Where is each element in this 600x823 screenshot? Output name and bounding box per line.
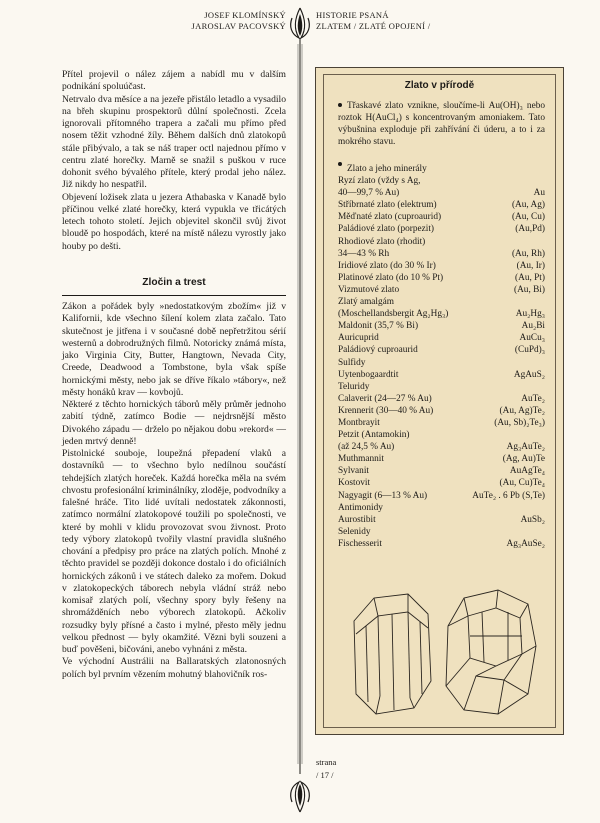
mineral-row (338, 381, 545, 393)
paragraph: Přítel projevil o nález zájem a nabídl mu v dalším podnikání spoluúčast. (62, 69, 286, 93)
running-header-authors (150, 10, 286, 32)
mineral-name: (až 24,5 % Au) (338, 442, 395, 453)
mineral-row (338, 320, 545, 332)
mineral-row (338, 490, 545, 502)
mineral-row (338, 526, 545, 538)
bullet-icon (338, 103, 342, 107)
mineral-formula: (CuPd)₃ (514, 345, 545, 356)
mineral-name: Selenidy (338, 526, 371, 537)
mineral-formula: (Au, Ag)Te₂ (499, 405, 545, 416)
mineral-row (338, 296, 545, 308)
bullet-icon (338, 162, 342, 166)
mineral-formula: Au₂Bi (521, 321, 545, 332)
mineral-formula: Ag₃AuSe₂ (506, 538, 545, 549)
mineral-name: Aurostibit (338, 514, 376, 525)
running-header-title (316, 10, 496, 32)
mineral-formula: AuTe₂ . 6 Pb (S,Te) (472, 490, 545, 501)
mineral-name: Auricuprid (338, 333, 379, 344)
page-number: / 17 / (316, 770, 334, 780)
mineral-formula: (Au,Pd) (515, 224, 545, 235)
sidebar-title: Zlato v přírodě (404, 80, 475, 91)
mineral-row (338, 260, 545, 272)
mineral-row (338, 441, 545, 453)
mineral-formula: Ag₃AuTe₂ (506, 442, 545, 453)
mineral-name: Sylvanit (338, 466, 369, 477)
mineral-name: Calaverit (24—27 % Au) (338, 393, 432, 404)
paragraph: Ve východní Austrálii na Ballaratských zlatonosných polích byl prvním vězením mohutný blahovičník ros- (62, 656, 286, 680)
section-divider (62, 295, 286, 296)
mineral-formula: AuCu₃ (519, 333, 545, 344)
book-title: HISTORIE PSANÁ (316, 10, 389, 20)
mineral-formula: AuSb₂ (520, 514, 545, 525)
footer-label: strana (316, 757, 337, 767)
mineral-name: Nagyagit (6—13 % Au) (338, 490, 428, 501)
mineral-name: Paládiový cuproaurid (338, 345, 418, 356)
author-name: JOSEF KLOMÍNSKÝ (204, 10, 286, 20)
mineral-row (338, 405, 545, 417)
mineral-formula: (Au, Ir) (516, 260, 545, 271)
gold-crystal-illustration (336, 576, 546, 726)
mineral-name: Fischesserit (338, 538, 382, 549)
mineral-row (338, 514, 545, 526)
paragraph: Některé z těchto hornických táborů měly průměr jednoho zabití týdně, zatímco Bodie — nejdrsnější město Divokého západu — drželo po nějakou dobu »rekord« — jeden mrtvý denně! (62, 399, 286, 447)
mineral-name: Sulfidy (338, 357, 366, 368)
mineral-row (338, 284, 545, 296)
sidebar-intro (338, 100, 545, 148)
mineral-name: Iridiové zlato (do 30 % Ir) (338, 260, 436, 271)
mineral-row (338, 175, 545, 187)
mineral-formula: (Au, Pt) (515, 272, 545, 283)
column-text-top (62, 69, 286, 253)
paragraph: Pistolnické souboje, loupežná přepadení vlaků a dostavníků — to všechno bylo nedílnou součástí tehdejších zlatých horeček. Každá horečka měla na svém chvostu profesionální kriminálníky, zloděje, podvodníky a falešné hráče. Tito lidé uvítali nedostatek zákonnosti, zatímco normální zlatokopové toužili po společnosti, ve které by mohli v klidu provozovat svou živnost. Proto tedy výbory zlatokopů tvořily vlastní pravidla slušného chování a předpisy pro práce na zlatých polích. Mnohé z těchto pravidel se později dokonce dostalo i do oficiálních hornických zákonů i ve státech daleko za mořem. Dokud v zlatokopeckých táborech nebyla vládní stráž nebo komisař zlatých polí, všechny spory byly řešeny na shromážděních nebo výborech zlatokopů. Ačkoliv rozsudky byly přísné a často i mylné, přesto měly jednu velkou přednost — byly okamžité. Vězni byli souzeni a buď pověšeni, bičováni, anebo vyhnáni z města. (62, 448, 286, 655)
mineral-row (338, 308, 545, 320)
mineral-formula: AgAuS₂ (513, 369, 545, 380)
mineral-formula: (Ag, Au)Te (502, 454, 545, 465)
mineral-formula: (Au, Rh) (511, 248, 545, 259)
paragraph: Zákon a pořádek byly »nedostatkovým zbožím« již v Kalifornii, kde všechno šílení kolem zlata začalo. Tato skutečnost je jitřena i v současné době nepřetržitou sérií westernů a dobrodružných filmů. Notoricky známá místa, jako Virginia City, Butter, Hangtown, Nevada City, Creede, Deadwood a Tombstone, byla však spíše hornickými městy, nebo jak se dříve říkalo »tábory«, než městy honáků krav — kovbojů. (62, 301, 286, 398)
mineral-row (338, 248, 545, 260)
mineral-formula: AuTe₂ (521, 393, 545, 404)
mineral-row (338, 465, 545, 477)
mineral-name: 40—99,7 % Au) (338, 188, 400, 199)
mineral-name: Maldonit (35,7 % Bi) (338, 321, 419, 332)
mineral-row (338, 344, 545, 356)
mineral-name: Petzit (Antamokin) (338, 430, 410, 441)
column-text-section (62, 301, 286, 681)
mineral-name: (Moschellandsbergit Ag₂Hg₃) (338, 309, 449, 320)
vertical-ornament-divider (287, 4, 313, 816)
paragraph: Objevení ložisek zlata u jezera Athabaska v Kanadě bylo příčinou velké zlaté horečky, která vypukla ve třicátých letech tohoto století. Jejich objevitel skončil svůj život bloudě po hospodách, které na místě nálezu vyrostly jako houby po dešti. (62, 191, 286, 252)
mineral-row (338, 417, 545, 429)
mineral-name: Muthmannit (338, 454, 384, 465)
mineral-row (338, 369, 545, 381)
mineral-row (338, 272, 545, 284)
mineral-name: Platinové zlato (do 10 % Pt) (338, 272, 444, 283)
mineral-row (338, 357, 545, 369)
mineral-name: 34—43 % Rh (338, 248, 390, 259)
mineral-formula: (Au, Bi) (514, 284, 545, 295)
mineral-name: Stříbrnaté zlato (elektrum) (338, 200, 437, 211)
mineral-row (338, 163, 545, 175)
mineral-row (338, 477, 545, 489)
mineral-row (338, 453, 545, 465)
mineral-row (338, 332, 545, 344)
mineral-formula: (Au, Cu) (511, 212, 545, 223)
mineral-name: Kostovit (338, 478, 371, 489)
mineral-name: Zlato a jeho minerály (347, 164, 427, 174)
mineral-name: Ryzí zlato (vždy s Ag, (338, 176, 421, 187)
paragraph: Netrvalo dva měsíce a na jezeře přistálo letadlo a vysadilo na břeh skupinu prospektorů důlní společnosti. Zcela ignorovali přítomného trapera a začali mu přímo před nosem těžit vzhodné žíly. Během dalších dnů zlatokopů stále přibývalo, a tak se náš traper octl najednou přímo v centru zlaté horečky. Marně se snažil s puškou v ruce dohonit svého bývalého přítele, který prodal jeho nález. Již nikdy ho nespatřil. (62, 93, 286, 191)
mineral-row (338, 187, 545, 199)
mineral-formula: (Au, Cu)Te₄ (499, 478, 545, 489)
author-name: JAROSLAV PACOVSKÝ (191, 21, 286, 31)
mineral-name: Uytenbogaardtit (338, 369, 399, 380)
mineral-list (338, 163, 545, 550)
sidebar-intro-text: Třaskavé zlato vznikne, sloučíme-li Au(OH)₃ nebo roztok H(AuCl₄) s koncentrovaným amoniakem. Tato výbušnina exploduje při zahřívání či úderu, a to i za mokrého stavu. (338, 101, 545, 148)
mineral-row (338, 199, 545, 211)
mineral-name: Paládiové zlato (porpezit) (338, 224, 435, 235)
mineral-row (338, 211, 545, 223)
mineral-formula: (Au, Ag) (511, 200, 545, 211)
mineral-row (338, 502, 545, 514)
section-heading: Zločin a trest (142, 277, 206, 288)
mineral-formula: Au (533, 188, 545, 199)
mineral-name: Zlatý amalgám (338, 297, 395, 308)
sidebar-box (315, 67, 564, 735)
mineral-row (338, 223, 545, 235)
book-subtitle: ZLATEM / ZLATÉ OPOJENÍ / (316, 21, 431, 31)
mineral-name: Vizmutové zlato (338, 284, 400, 295)
mineral-row (338, 538, 545, 550)
mineral-name: Teluridy (338, 381, 370, 392)
mineral-formula: Au₂Hg₃ (515, 309, 545, 320)
mineral-name: Montbrayit (338, 417, 380, 428)
mineral-formula: AuAgTe₄ (509, 466, 545, 477)
mineral-name: Měďnaté zlato (cuproaurid) (338, 212, 442, 223)
mineral-row (338, 236, 545, 248)
mineral-name: Antimonidy (338, 502, 383, 513)
mineral-row (338, 393, 545, 405)
mineral-formula: (Au, Sb)₂Te₃) (494, 417, 545, 428)
mineral-name: Rhodiové zlato (rhodit) (338, 236, 426, 247)
mineral-row (338, 429, 545, 441)
mineral-name: Krennerit (30—40 % Au) (338, 405, 434, 416)
